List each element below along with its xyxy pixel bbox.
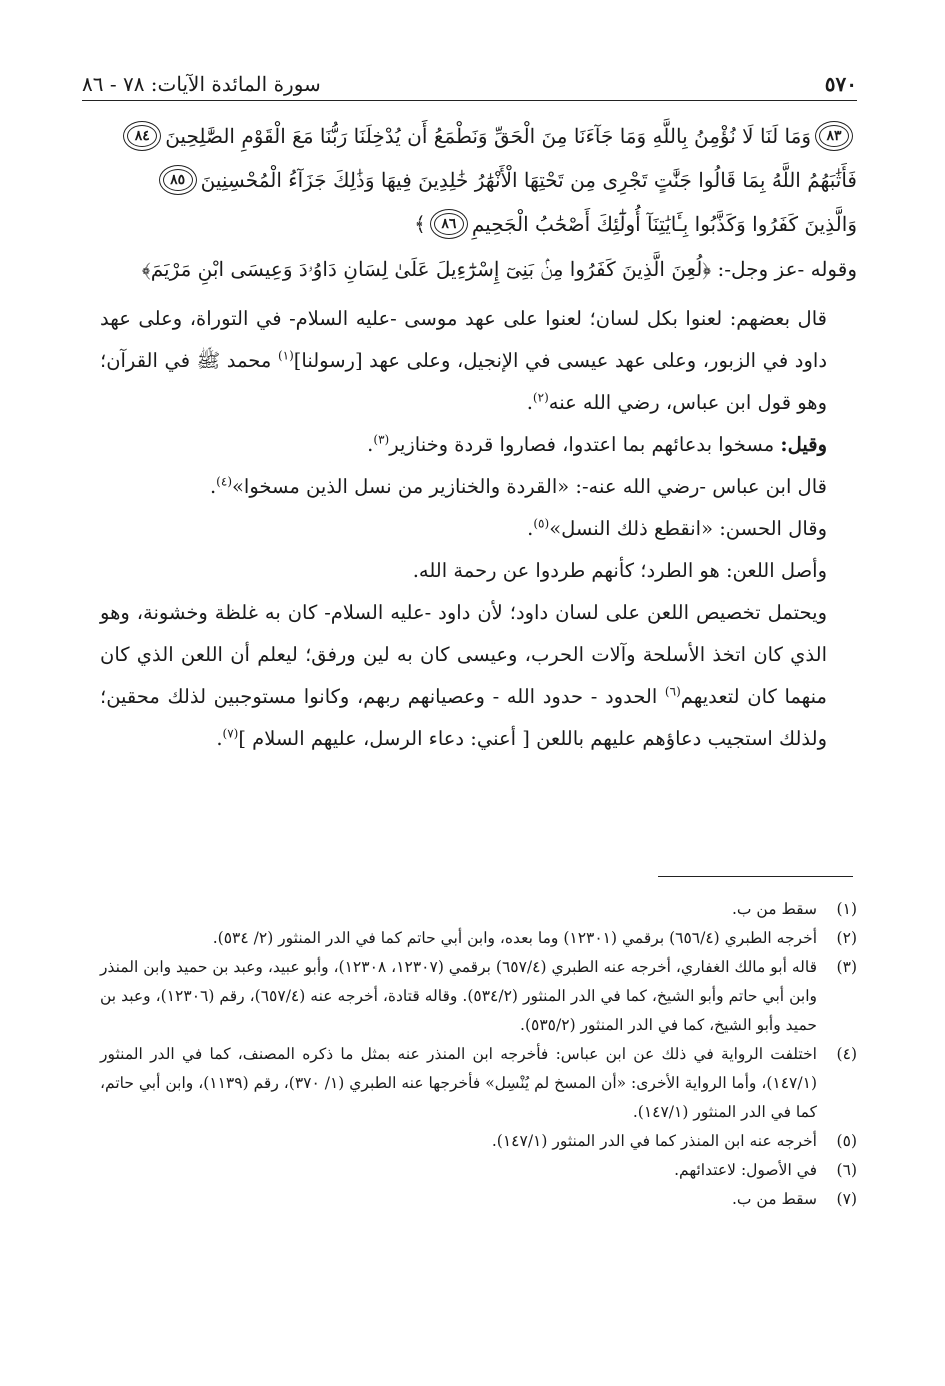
verse-line-2 — [102, 158, 857, 202]
verse-number-badge: ٨٥ — [159, 165, 197, 195]
quran-verses — [102, 114, 857, 246]
footnote-item — [100, 1040, 857, 1127]
running-title: سورة المائدة الآيات: ٧٨ - ٨٦ — [82, 72, 321, 96]
paragraph-6: ويحتمل تخصيص اللعن على لسان داود؛ لأن داود -عليه السلام- كان به غلظة وخشونة، وهو الذي كان اتخذ الأسلحة وآلات الحرب، وعيسى كان به لين ورفق؛ ليعلم أن اللعن الذي كان منهما كان لتعديهم$^{(٦)}$ الحدود - حدود الله - وعصيانهم ربهم، وكانوا مستوجبين لذلك محقين؛ ولذلك استجيب دعاؤهم عليهم باللعن [ أعني: دعاء الرسل، عليهم السلام ]$^{(٧)}$. — [100, 601, 827, 750]
commentary-body — [100, 248, 857, 760]
verse-line-3 — [102, 202, 857, 246]
footnote-text: اختلفت الرواية في ذلك عن ابن عباس: فأخرجه ابن المنذر عنه بمثل ما ذكره المصنف، كما في الدر المنثور (١٤٧/١)، وأما الرواية الأخرى: «أن المسخ لم يُنْسِل» فأخرجها عنه الطبري (١/ ٣٧٠)، رقم (١١٣٩)، وابن أبي حاتم، كما في الدر المنثور (١٤٧/١). — [100, 1045, 817, 1121]
footnote-number: (١) — [836, 900, 857, 918]
footnote-number: (٣) — [836, 958, 857, 976]
verse-text: وَمَا لَنَا لَا نُؤْمِنُ بِاللَّهِ وَمَا جَآءَنَا مِنَ الْحَقِّ وَنَطْمَعُ أَن يُدْخِلَنَا رَبُّنَا مَعَ الْقَوْمِ الصَّٰلِحِينَ — [165, 124, 811, 148]
footnote-number: (٤) — [836, 1045, 857, 1063]
footnote-number: (٧) — [836, 1190, 857, 1208]
verse-text: فَأَثَٰبَهُمُ اللَّهُ بِمَا قَالُوا جَنَّٰتٍ تَجْرِى مِن تَحْتِهَا الْأَنْهَٰرُ خَٰلِدِينَ فِيهَا وَذَٰلِكَ جَزَآءُ الْمُحْسِنِينَ — [200, 168, 857, 192]
footnote-ref[interactable]: (٥) — [533, 516, 550, 531]
footnote-text: قاله أبو مالك الغفاري، أخرجه عنه الطبري (٦٥٧/٤) برقمي (١٢٣٠٧، ١٢٣٠٨)، وأبو عبيد، وعبد بن حميد وابن المنذر وابن أبي حاتم وأبو الشيخ، كما في الدر المنثور (٥٣٤/٢). وقاله قتادة، أخرجه عنه (٦٥٧/٤)، رقم (١٢٣٠٦)، وعبد بن حميد وأبو الشيخ، كما في الدر المنثور (٥٣٥/٢). — [100, 958, 817, 1034]
citation-quote: ﴿لُعِنَ الَّذِينَ كَفَرُوا مِنۢ بَنِىٓ إِسْرَٰٓءِيلَ عَلَىٰ لِسَانِ دَاوُۥدَ وَعِيسَى ابْنِ مَرْيَمَ﴾ — [141, 257, 712, 281]
page-header — [82, 56, 857, 101]
footnote-item — [100, 924, 857, 953]
verse-close-bracket: ﴾ — [414, 212, 426, 236]
paragraph-3: قال ابن عباس -رضي الله عنه-: «القردة والخنازير من نسل الذين مسخوا»$^{(٤)}$. — [209, 474, 827, 498]
footnote-ref[interactable]: (٧) — [222, 726, 239, 741]
footnote-item — [100, 895, 857, 924]
footnote-ref[interactable]: (٢) — [532, 390, 549, 405]
verse-number-badge: ٨٤ — [123, 121, 161, 151]
footnote-number: (٦) — [836, 1161, 857, 1179]
citation-lead: وقوله -عز وجل-: — [711, 257, 857, 281]
footnote-number: (٢) — [836, 929, 857, 947]
footnote-text: أخرجه عنه ابن المنذر كما في الدر المنثور (١٤٧/١). — [491, 1132, 817, 1150]
footnote-ref[interactable]: (٤) — [216, 474, 232, 489]
verse-number-badge: ٨٦ — [430, 209, 468, 239]
verse-citation — [100, 248, 857, 290]
footnotes — [100, 895, 857, 1214]
paragraph-4: وقال الحسن: «انقطع ذلك النسل»$^{(٥)}$. — [527, 516, 827, 540]
footnote-text: سقط من ب. — [731, 1190, 817, 1208]
footnote-ref[interactable]: (٦) — [664, 684, 681, 699]
paragraph-2: وقيل: مسخوا بدعائهم بما اعتدوا، فصاروا قردة وخنازير$^{(٣)}$. — [367, 432, 827, 456]
page-number: ٥٧٠ — [824, 72, 857, 96]
verse-line-1 — [102, 114, 857, 158]
verse-number-badge: ٨٣ — [815, 121, 853, 151]
footnote-item — [100, 953, 857, 1040]
footnote-number: (٥) — [836, 1132, 857, 1150]
paragraph-5: وأصل اللعن: هو الطرد؛ كأنهم طردوا عن رحمة الله. — [412, 559, 827, 582]
footnote-text: أخرجه الطبري (٦٥٦/٤) برقمي (١٢٣٠١) وما بعده، وابن أبي حاتم كما في الدر المنثور (٢/ ٥٣٤). — [212, 929, 817, 947]
footnote-item — [100, 1185, 857, 1214]
footnote-text: في الأصول: لاعتدائهم. — [674, 1161, 817, 1179]
footnote-separator — [658, 876, 853, 877]
footnote-item — [100, 1127, 857, 1156]
verse-text: وَالَّذِينَ كَفَرُوا وَكَذَّبُوا بِـَٔايَٰتِنَآ أُولَٰٓئِكَ أَصْحَٰبُ الْجَحِيمِ — [471, 212, 857, 236]
paragraph-1: قال بعضهم: لعنوا بكل لسان؛ لعنوا على عهد موسى -عليه السلام- في التوراة، وعلى عهد داود في الزبور، وعلى عهد عيسى في الإنجيل، وعلى عهد [رسولنا]$^{(١)}$ محمد ﷺ في القرآن؛ وهو قول ابن عباس، رضي الله عنه$^{(٢)}$. — [100, 307, 828, 414]
footnote-ref[interactable]: (٣) — [373, 432, 390, 447]
footnote-item — [100, 1156, 857, 1185]
footnote-text: سقط من ب. — [731, 900, 817, 918]
bold-lead: وقيل: — [780, 433, 827, 456]
footnote-ref[interactable]: (١) — [277, 348, 294, 363]
